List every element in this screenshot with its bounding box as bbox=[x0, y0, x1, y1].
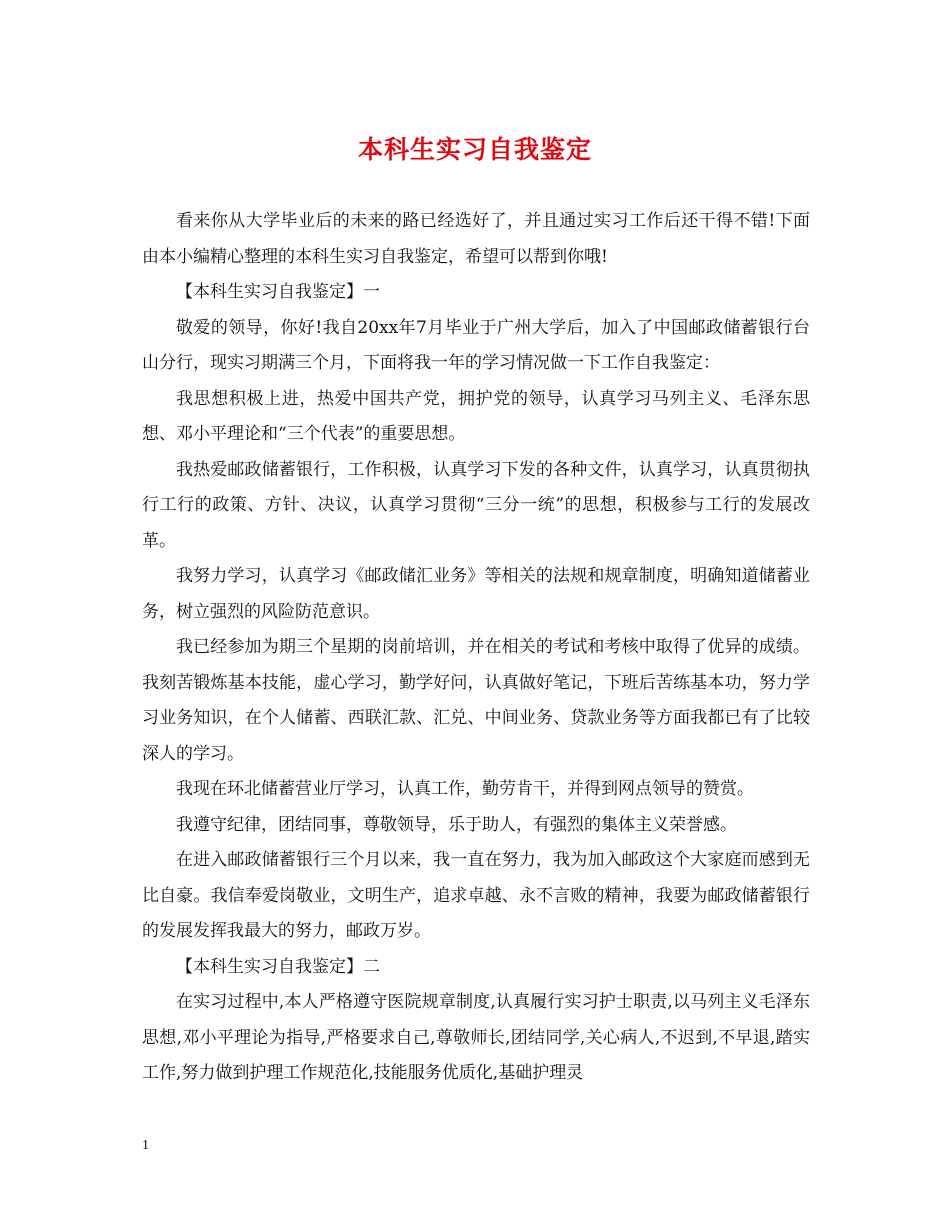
body-paragraph: 在实习过程中,本人严格遵守医院规章制度,认真履行实习护士职责,以马列主义毛泽东思想,邓小平理论为指导,严格要求自己,尊敬师长,团结同学,关心病人,不迟到,不早退,踏实工作,努力做到护理工作规范化,技能服务优质化,基础护理灵 bbox=[142, 992, 810, 1083]
body-paragraph: 在进入邮政储蓄银行三个月以来，我一直在努力，我为加入邮政这个大家庭而感到无比自豪。我信奉爱岗敬业，文明生产，追求卓越、永不言败的精神，我要为邮政储蓄银行的发展发挥我最大的努力，邮政万岁。 bbox=[142, 850, 810, 941]
document-body bbox=[142, 204, 810, 1092]
body-paragraph: 敬爱的领导，你好!我自20xx年7月毕业于广州大学后，加入了中国邮政储蓄银行台山分行，现实习期满三个月，下面将我一年的学习情况做一下工作自我鉴定： bbox=[142, 317, 810, 373]
section-heading-two: 【本科生实习自我鉴定】二 bbox=[176, 956, 380, 977]
page-number: 1 bbox=[142, 1138, 149, 1153]
intro-paragraph: 看来你从大学毕业后的未来的路已经选好了，并且通过实习工作后还干得不错!下面由本小编精心整理的本科生实习自我鉴定，希望可以帮到你哦! bbox=[142, 211, 810, 267]
section-heading-one: 【本科生实习自我鉴定】一 bbox=[176, 282, 380, 302]
body-paragraph: 我思想积极上进，热爱中国共产党，拥护党的领导，认真学习马列主义、毛泽东思想、邓小平理论和“三个代表”的重要思想。 bbox=[142, 388, 810, 444]
body-paragraph: 我努力学习，认真学习《邮政储汇业务》等相关的法规和规章制度，明确知道储蓄业务，树立强烈的风险防范意识。 bbox=[142, 566, 810, 622]
body-paragraph: 我现在环北储蓄营业厅学习，认真工作，勤劳肯干，并得到网点领导的赞赏。 bbox=[176, 779, 754, 799]
body-paragraph: 我遵守纪律，团结同事，尊敬领导，乐于助人，有强烈的集体主义荣誉感。 bbox=[176, 814, 737, 835]
body-paragraph: 我热爱邮政储蓄银行，工作积极，认真学习下发的各种文件，认真学习，认真贯彻执行工行的政策、方针、决议，认真学习贯彻“三分一统”的思想，积极参与工行的发展改革。 bbox=[142, 459, 810, 551]
body-paragraph: 我已经参加为期三个星期的岗前培训，并在相关的考试和考核中取得了优异的成绩。我刻苦锻炼基本技能，虚心学习，勤学好问，认真做好笔记，下班后苦练基本功，努力学习业务知识，在个人储蓄、西联汇款、汇兑、中间业务、贷款业务等方面我都已有了比较深人的学习。 bbox=[142, 637, 810, 764]
document-title: 本科生实习自我鉴定 bbox=[357, 135, 592, 164]
